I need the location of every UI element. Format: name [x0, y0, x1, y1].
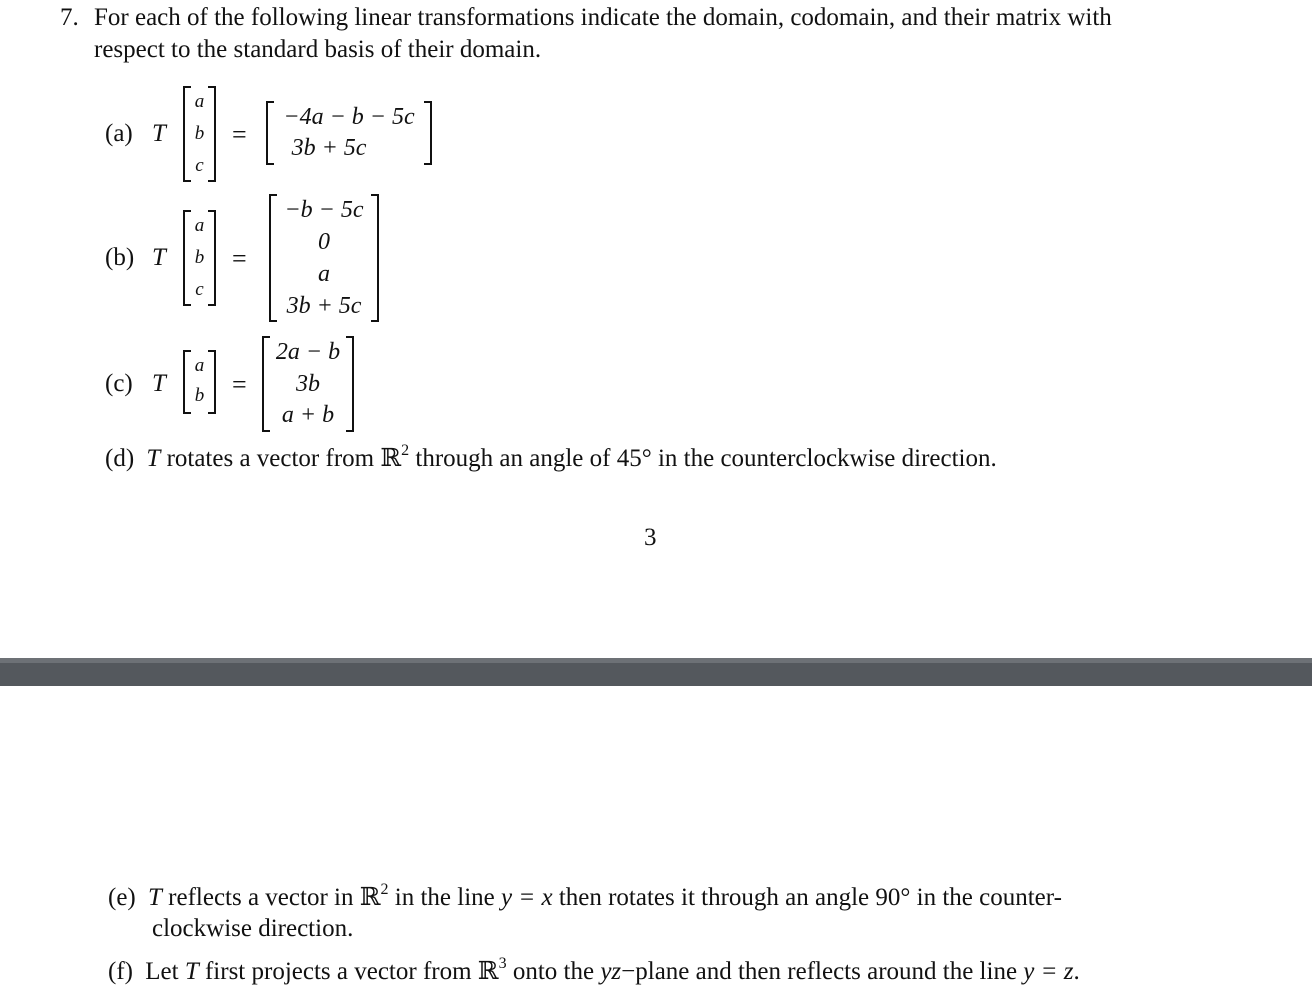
page-number: 3: [644, 524, 657, 551]
vector-entry: −b − 5c: [284, 197, 364, 223]
vector-entry: 3b + 5c: [286, 293, 362, 319]
part-e-T: T: [148, 884, 162, 911]
part-f-text-mid2: onto the: [506, 958, 601, 985]
vector-entry: 0: [318, 229, 330, 255]
part-e-math: y = x: [501, 884, 553, 911]
equals-sign: =: [232, 244, 247, 273]
problem-text-line1: For each of the following linear transformations indicate the domain, codomain, and their matrix with: [94, 4, 1112, 31]
vector-entry: 3b + 5c: [291, 135, 367, 161]
part-f-text-mid: first projects a vector from: [198, 958, 478, 985]
part-b-label: (b): [105, 244, 135, 271]
equals-sign: =: [232, 120, 247, 149]
part-f-set: ℝ: [477, 956, 499, 985]
part-d-set: ℝ: [380, 443, 402, 472]
page-separator: [0, 658, 1312, 686]
vector-entry: c: [195, 155, 204, 176]
part-d: [105, 442, 997, 475]
part-c-input-vector: [183, 350, 216, 414]
part-f-label: (f): [108, 958, 133, 985]
part-e-text-after: then rotates it through an angle 90° in the counter-: [552, 884, 1062, 911]
vector-entry: −4a − b − 5c: [283, 104, 415, 130]
part-e: [108, 881, 1062, 914]
part-f-text: Let: [145, 958, 185, 985]
vector-entry: 3b: [296, 371, 320, 397]
part-f: [108, 955, 1080, 988]
part-e-set: ℝ: [359, 882, 381, 911]
part-f-text-mid3: −plane and then reflects around the line: [621, 958, 1024, 985]
part-b-output-vector: [269, 194, 379, 322]
part-d-sup: 2: [401, 441, 410, 459]
vector-entry: c: [195, 279, 204, 300]
part-b-input-vector: [183, 210, 216, 306]
part-f-T: T: [184, 958, 199, 985]
vector-entry: b: [194, 247, 205, 268]
problem-number: 7.: [60, 4, 79, 31]
part-d-text-after: through an angle of 45° in the counterclockwise direction.: [409, 445, 997, 472]
part-c-label: (c): [105, 370, 133, 397]
problem-text-line2: respect to the standard basis of their domain.: [94, 36, 542, 63]
part-e-sup: 2: [380, 880, 389, 898]
part-d-label: (d): [105, 445, 135, 472]
part-d-T: T: [146, 445, 161, 472]
vector-entry: a: [194, 215, 205, 236]
vector-entry: 2a − b: [275, 339, 341, 365]
vector-entry: b: [194, 123, 205, 144]
vector-entry: a: [318, 261, 330, 287]
part-f-math2: y = z: [1023, 958, 1074, 985]
part-d-text: rotates a vector from: [160, 445, 381, 472]
vector-entry: a + b: [281, 402, 335, 428]
part-e-text: reflects a vector in: [161, 884, 360, 911]
part-c-T: T: [152, 370, 166, 397]
part-e-line2: clockwise direction.: [152, 915, 354, 942]
part-b-T: T: [152, 244, 166, 271]
part-f-math1: yz: [600, 958, 622, 985]
part-e-label: (e): [108, 884, 136, 911]
part-c-output-vector: [262, 336, 354, 432]
part-a-T: T: [152, 120, 166, 147]
part-a-output-vector: [266, 101, 432, 165]
vector-entry: b: [194, 385, 205, 406]
part-f-text-after: .: [1073, 958, 1080, 985]
vector-entry: a: [194, 91, 205, 112]
part-a-label: (a): [105, 120, 133, 147]
part-f-sup: 3: [498, 954, 507, 972]
part-e-text-mid: in the line: [388, 884, 501, 911]
vector-entry: a: [194, 355, 205, 376]
part-a-input-vector: [183, 86, 216, 182]
equals-sign: =: [232, 370, 247, 399]
